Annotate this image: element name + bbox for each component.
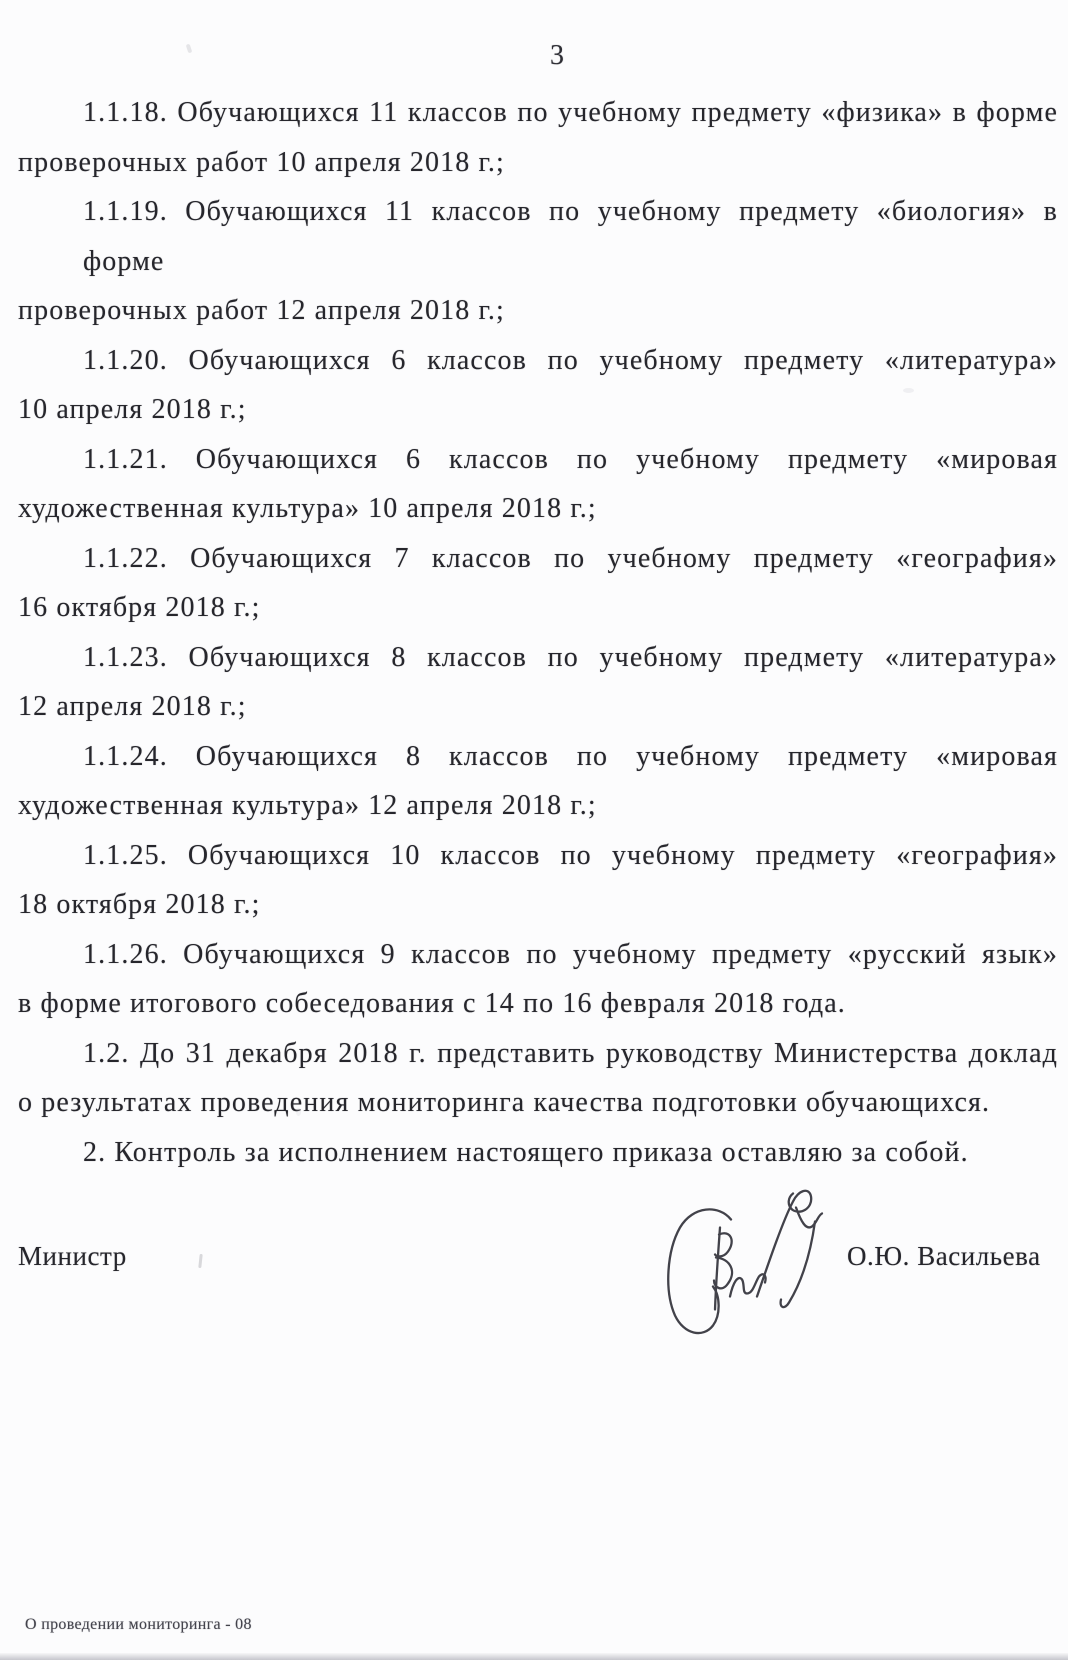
text-line: 16 октября 2018 г.; [18, 592, 261, 623]
text-line: художественная культура» 10 апреля 2018 г.; [18, 493, 597, 524]
text-line: 1.1.24. Обучающихся 8 классов по учебному предмету «мировая [83, 740, 1058, 772]
text-line: 1.1.18. Обучающихся 11 классов по учебному предмету «физика» в форме [83, 97, 1058, 128]
paragraph-1-1-18 [18, 88, 1058, 187]
scan-edge-shadow [0, 1653, 1068, 1660]
handwritten-signature-icon [635, 1175, 855, 1410]
paragraph-1-1-21 [18, 435, 1058, 534]
text-line: о результатах проведения мониторинга качества подготовки обучающихся. [18, 1087, 991, 1118]
paragraph-1-1-25 [18, 831, 1058, 930]
text-line: проверочных работ 12 апреля 2018 г.; [18, 295, 505, 326]
text-line: в форме итогового собеседования с 14 по 16 февраля 2018 года. [18, 988, 846, 1019]
text-line: 1.2. До 31 декабря 2018 г. представить руководству Министерства доклад [83, 1037, 1058, 1069]
paragraph-1-1-26 [18, 930, 1058, 1029]
text-line: 1.1.21. Обучающихся 6 классов по учебному предмету «мировая [83, 443, 1058, 475]
signatory-name: О.Ю. Васильева [847, 1241, 1041, 1271]
paragraph-1-1-20 [18, 336, 1058, 435]
paragraph-1-1-19 [18, 187, 1058, 336]
text-line: 1.1.23. Обучающихся 8 классов по учебному предмету «литература» [83, 641, 1058, 673]
text-line: 10 апреля 2018 г.; [18, 394, 247, 425]
scan-artifact [296, 1108, 301, 1116]
text-line: 1.1.20. Обучающихся 6 классов по учебному предмету «литература» [83, 344, 1058, 376]
page-number: 3 [550, 40, 564, 71]
text-line: 1.1.25. Обучающихся 10 классов по учебному предмету «география» [83, 839, 1058, 871]
footer-note: О проведении мониторинга - 08 [25, 1616, 252, 1633]
text-line: 1.1.22. Обучающихся 7 классов по учебному предмету «география» [83, 542, 1058, 574]
text-line: художественная культура» 12 апреля 2018 г.; [18, 790, 597, 821]
paragraph-2 [18, 1128, 1058, 1178]
text-line: 12 апреля 2018 г.; [18, 691, 247, 722]
paragraph-1-1-24 [18, 732, 1058, 831]
text-line: проверочных работ 10 апреля 2018 г.; [18, 146, 505, 178]
text-line: 2. Контроль за исполнением настоящего приказа оставляю за собой. [83, 1136, 969, 1168]
scan-artifact [186, 44, 193, 54]
text-line: 18 октября 2018 г.; [18, 889, 261, 920]
paragraph-1-1-23 [18, 633, 1058, 732]
paragraph-1-2 [18, 1029, 1058, 1128]
scan-artifact [903, 388, 914, 393]
text-line: 1.1.19. Обучающихся 11 классов по учебному предмету «биология» в форме [83, 196, 1058, 277]
scan-artifact [198, 1254, 202, 1268]
paragraph-1-1-22 [18, 534, 1058, 633]
document-body [18, 88, 1058, 1177]
text-line: 1.1.26. Обучающихся 9 классов по учебному предмету «русский язык» [83, 938, 1058, 970]
signatory-title: Министр [18, 1241, 127, 1271]
